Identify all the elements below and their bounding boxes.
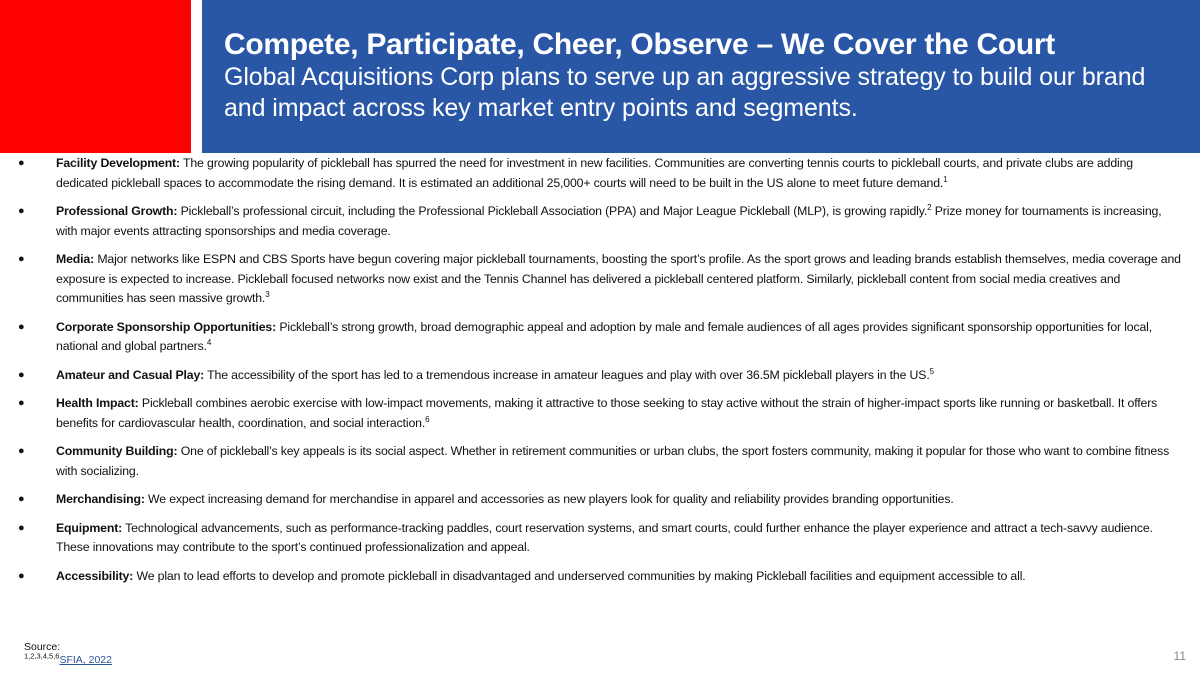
bullet-heading: Amateur and Casual Play: (56, 367, 205, 382)
bullet-item (18, 490, 1182, 510)
bullet-item (18, 394, 1182, 433)
source-footnote (24, 641, 112, 667)
bullet-item (18, 567, 1182, 587)
bullet-heading: Accessibility: (56, 568, 134, 583)
footnote-reference: 4 (206, 337, 212, 347)
bullet-list (18, 154, 1182, 595)
bullet-text: Pickleball’s strong growth, broad demographic appeal and adoption by male and female audiences of all ages provides significant sponsorship opportunities for local, national and global partners. (56, 319, 1153, 353)
bullet-item (18, 318, 1182, 357)
page-number: 11 (1173, 649, 1186, 663)
slide-subtitle: Global Acquisitions Corp plans to serve up an aggressive strategy to build our brand and impact across key market entry points and segments. (224, 63, 1146, 122)
bullet-text: Technological advancements, such as performance-tracking paddles, court reservation systems, and smart courts, could further enhance the player experience and attract a tech-savvy audience. These innovations may contribute to the sport’s continued professionalization and appeal. (56, 520, 1153, 554)
bullet-item (18, 202, 1182, 241)
slide-header (202, 0, 1200, 153)
bullet-marker: ● (18, 253, 25, 265)
bullet-marker: ● (18, 320, 25, 333)
bullet-text: We plan to lead efforts to develop and promote pickleball in disadvantaged and underserved communities by making Pickleball facilities and equipment accessible to all. (133, 568, 1026, 583)
bullet-text: The accessibility of the sport has led to a tremendous increase in amateur leagues and play with over 36.5M pickleball players in the US. (204, 367, 930, 382)
footnote-reference: 6 (425, 414, 430, 424)
bullet-text: We expect increasing demand for merchandise in apparel and accessories as new players look for quality and reliability provides branding opportunities. (144, 492, 954, 506)
footnote-reference: 1 (943, 174, 948, 184)
bullet-item (18, 250, 1182, 309)
bullet-item (18, 366, 1182, 386)
red-accent-block (0, 0, 191, 153)
bullet-heading: Media: (56, 252, 95, 266)
bullet-marker: ● (18, 445, 25, 457)
bullet-text: The growing popularity of pickleball has spurred the need for investment in new facilities. Communities are converting tennis courts to pickleball courts, and private clubs are adding dedicated pickleball spaces to accommodate the rising demand. It is estimated an additional 25,000+ courts will need to be built in the US alone to meet future demand. (56, 156, 1133, 190)
source-ref-numbers: 1,2,3,4,5,6 (24, 651, 60, 661)
bullet-item (18, 442, 1182, 481)
bullet-text: One of pickleball’s key appeals is its social aspect. Whether in retirement communities or urban clubs, the sport fosters community, making it popular for those who want to combine fitness with socializing. (56, 444, 1170, 478)
bullet-marker: ● (18, 521, 25, 534)
footnote-reference: 5 (929, 366, 934, 376)
footnote-reference: 3 (265, 289, 270, 299)
bullet-heading: Community Building: (56, 444, 178, 458)
bullet-marker: ● (18, 205, 25, 217)
bullet-heading: Equipment: (56, 520, 123, 535)
bullet-text-continued: Prize money for tournaments is increasing, with major events attracting sponsorships and media coverage. (56, 204, 1162, 238)
bullet-text: Pickleball’s professional circuit, including the Professional Pickleball Association (PPA) and Major League Pickleball (MLP), is growing rapidly. (177, 204, 928, 218)
bullet-heading: Merchandising: (56, 492, 145, 506)
bullet-marker: ● (18, 397, 25, 409)
bullet-heading: Corporate Sponsorship Opportunities: (56, 319, 277, 334)
bullet-marker: ● (18, 493, 25, 505)
bullet-marker: ● (18, 157, 25, 169)
bullet-text: Major networks like ESPN and CBS Sports have begun covering major pickleball tournaments, boosting the sport’s profile. As the sport grows and leading brands establish themselves, media coverage and exposure is expected to increase. Pickleball focused networks now exist and the Tennis Channel has delivered a pickleball centered platform. Similarly, pickleball content from social media creatives and communities has seen massive growth. (56, 252, 1181, 305)
bullet-marker: ● (18, 368, 25, 381)
footnote-reference: 2 (927, 202, 932, 212)
source-label: Source: (24, 641, 61, 653)
source-link[interactable]: SFIA, 2022 (59, 654, 112, 666)
bullet-item (18, 519, 1182, 558)
bullet-text: Pickleball combines aerobic exercise with low-impact movements, making it attractive to those seeking to stay active without the strain of higher-impact sports like running or basketball. It offers benefits for cardiovascular health, coordination, and social interaction. (56, 396, 1158, 430)
bullet-item (18, 154, 1182, 193)
bullet-heading: Professional Growth: (56, 204, 178, 218)
bullet-marker: ● (18, 569, 25, 582)
bullet-heading: Facility Development: (56, 156, 180, 170)
bullet-heading: Health Impact: (56, 396, 139, 410)
slide-title: Compete, Participate, Cheer, Observe – We Cover the Court (224, 28, 1055, 61)
